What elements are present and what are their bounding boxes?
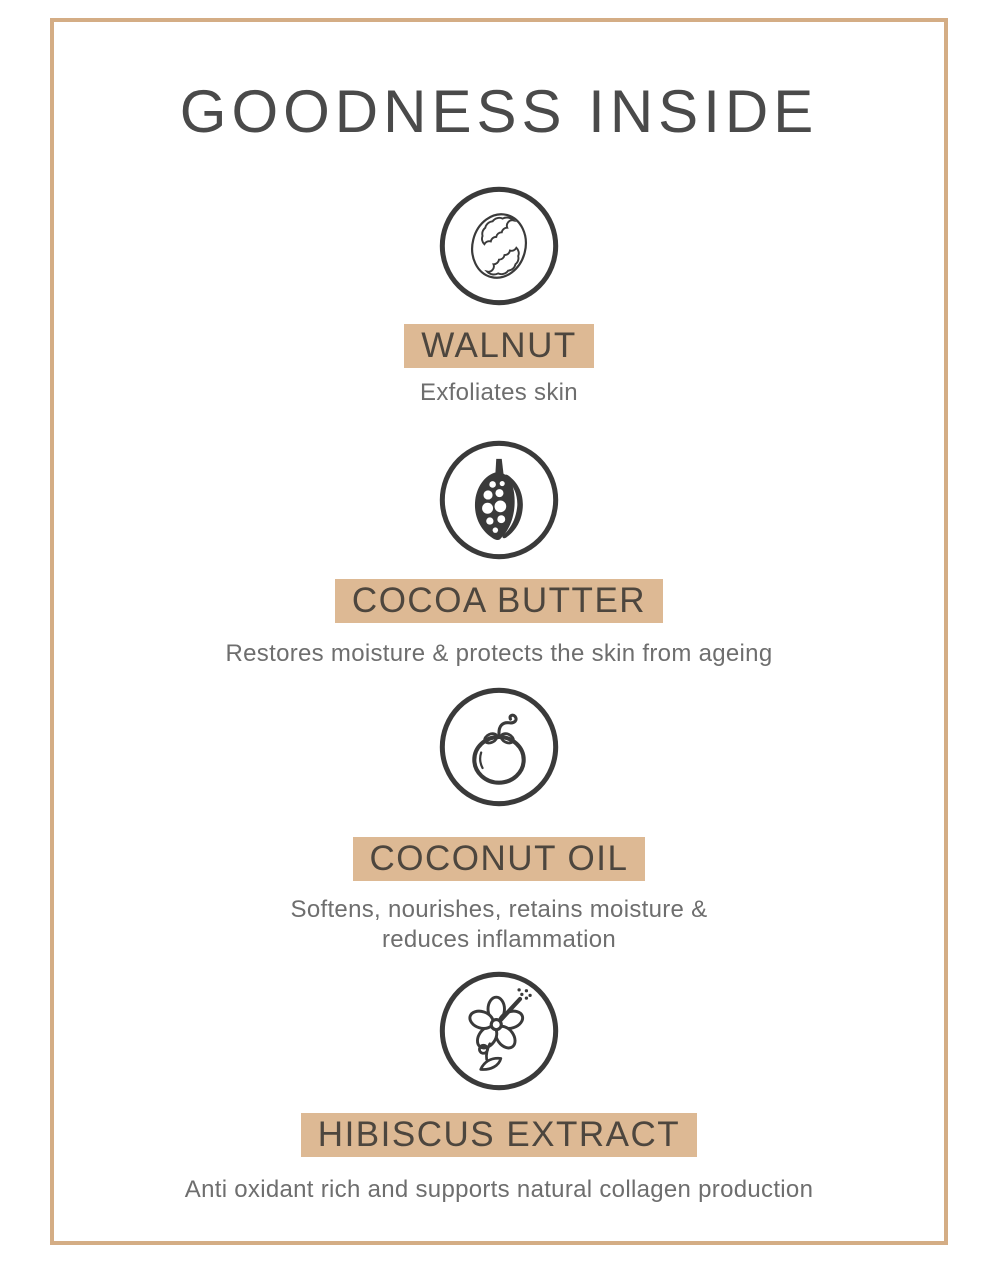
hibiscus-flower-icon [435, 967, 563, 1095]
ingredient-label-cocoa-butter: COCOA BUTTER [335, 579, 663, 623]
ingredient-section-coconut-oil [264, 683, 734, 955]
walnut-icon [435, 182, 563, 310]
ingredient-label-coconut-oil: COCONUT OIL [353, 837, 646, 881]
ingredient-description-cocoa-butter: Restores moisture & protects the skin from ageing [225, 640, 773, 667]
ingredient-section-hibiscus-extract [185, 967, 813, 1205]
decorative-border-frame [50, 18, 948, 1245]
ingredient-label-hibiscus-extract: HIBISCUS EXTRACT [301, 1113, 697, 1157]
ingredient-section-cocoa-butter [226, 436, 773, 669]
ingredient-description-hibiscus-extract: Anti oxidant rich and supports natural collagen production [184, 1176, 814, 1203]
page-title: GOODNESS INSIDE [179, 78, 819, 145]
ingredient-description-coconut-oil: Softens, nourishes, retains moisture & reduces inflammation [290, 896, 708, 953]
cocoa-pod-icon [435, 436, 563, 564]
ingredient-label-walnut: WALNUT [404, 324, 593, 368]
coconut-icon [435, 683, 563, 811]
ingredient-description-walnut: Exfoliates skin [420, 379, 578, 406]
ingredient-section-walnut [404, 182, 593, 408]
